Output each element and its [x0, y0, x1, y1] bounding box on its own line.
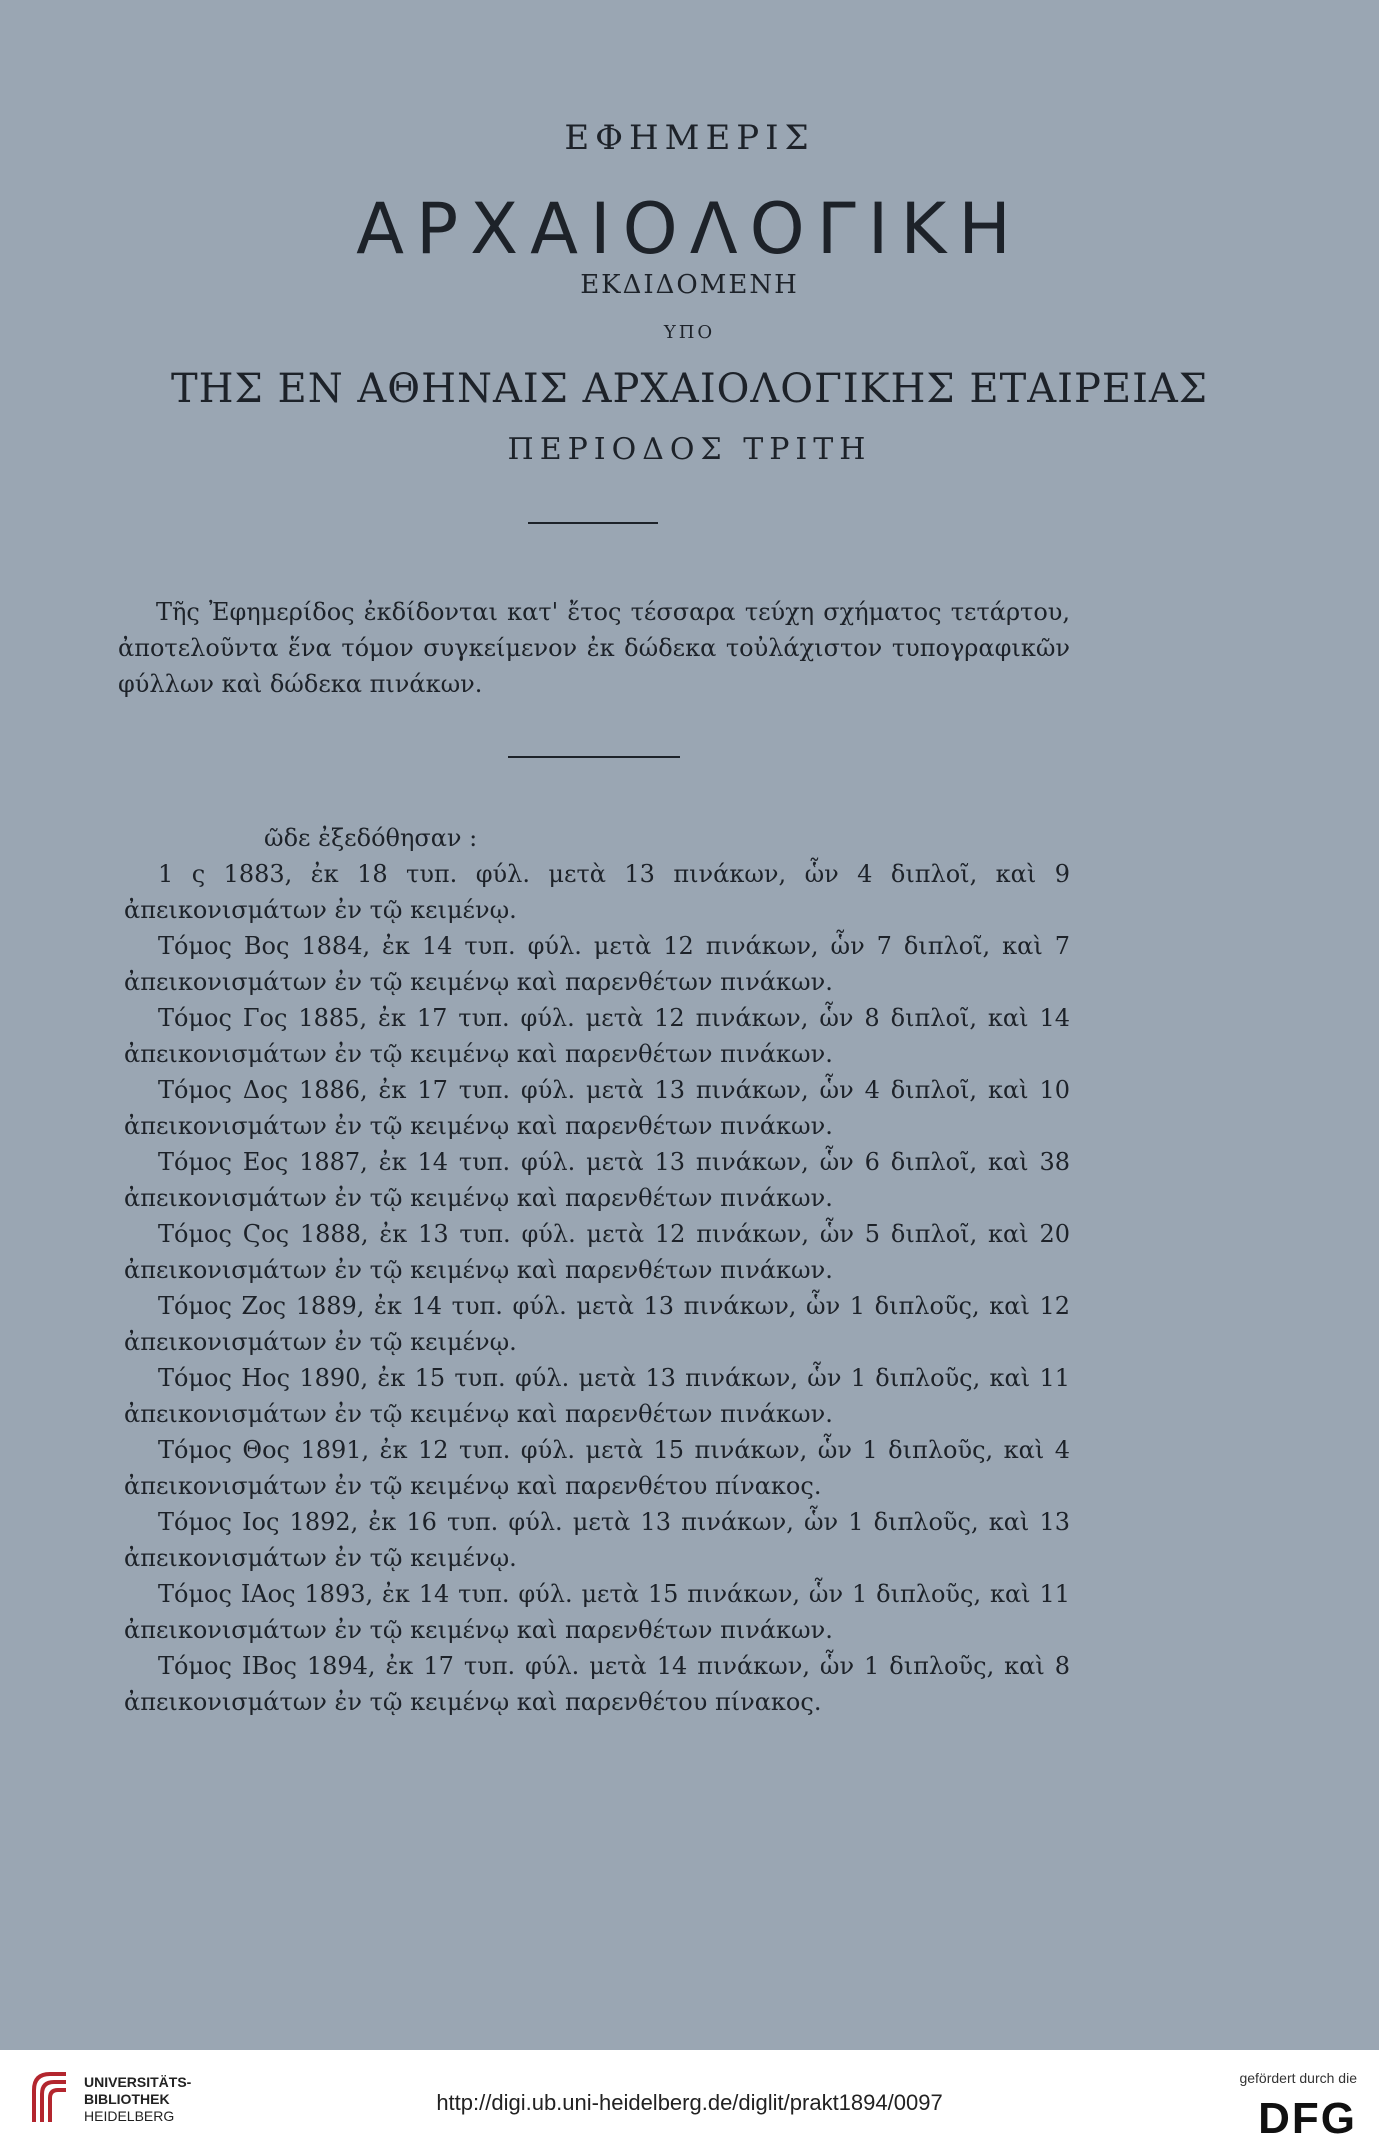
volume-entry: Τόμος Θος 1891, ἐκ 12 τυπ. φύλ. μετὰ 15 πινάκων, ὧν 1 διπλοῦς, καὶ 4 ἀπεικονισμάτων ἐν τῷ κειμένῳ καὶ παρενθέτου πίνακος. — [124, 1436, 1070, 1500]
volume-entry: 1 ς 1883, ἐκ 18 τυπ. φύλ. μετὰ 13 πινάκων, ὧν 4 διπλοῖ, καὶ 9 ἀπεικονισμάτων ἐν τῷ κειμένῳ. — [124, 860, 1070, 924]
volume-entry: Τόμος Δος 1886, ἐκ 17 τυπ. φύλ. μετὰ 13 πινάκων, ὧν 4 διπλοῖ, καὶ 10 ἀπεικονισμάτων ἐν τῷ κειμένῳ καὶ παρενθέτων πινάκων. — [124, 1076, 1070, 1140]
volume-entry: Τόμος Ιος 1892, ἐκ 16 τυπ. φύλ. μετὰ 13 πινάκων, ὧν 1 διπλοῦς, καὶ 13 ἀπεικονισμάτων ἐν τῷ κειμένῳ. — [124, 1508, 1070, 1572]
volume-entry: Τόμος Ηος 1890, ἐκ 15 τυπ. φύλ. μετὰ 13 πινάκων, ὧν 1 διπλοῦς, καὶ 11 ἀπεικονισμάτων ἐν τῷ κειμένῳ καὶ παρενθέτων πινάκων. — [124, 1364, 1070, 1428]
volume-list — [124, 820, 1070, 1720]
volume-entry: Τόμος Βος 1884, ἐκ 14 τυπ. φύλ. μετὰ 12 πινάκων, ὧν 7 διπλοῖ, καὶ 7 ἀπεικονισμάτων ἐν τῷ κειμένῳ καὶ παρενθέτων πινάκων. — [124, 932, 1070, 996]
divider-top — [528, 522, 658, 524]
header-ephemeris: ΕΦΗΜΕΡΙΣ — [564, 118, 815, 158]
header-ekdidomeni: ΕΚΔΙΔΟΜΕΝΗ — [580, 270, 799, 300]
header-period: ΠΕΡΙΟΔΟΣ ΤΡΙΤΗ — [507, 432, 872, 467]
volume-entry: Τόμος Ζος 1889, ἐκ 14 τυπ. φύλ. μετὰ 13 πινάκων, ὧν 1 διπλοῦς, καὶ 12 ἀπεικονισμάτων ἐν τῷ κειμένῳ. — [124, 1292, 1070, 1356]
volume-entry: Τόμος ΙΑος 1893, ἐκ 14 τυπ. φύλ. μετὰ 15 πινάκων, ὧν 1 διπλοῦς, καὶ 11 ἀπεικονισμάτων ἐν τῷ κειμένῳ καὶ παρενθέτων πινάκων. — [124, 1580, 1070, 1644]
header-society: ΤΗΣ ΕΝ ΑΘΗΝΑΙΣ ΑΡΧΑΙΟΛΟΓΙΚΗΣ ΕΤΑΙΡΕΙΑΣ — [170, 366, 1209, 412]
divider-middle — [508, 756, 680, 758]
library-line-1: UNIVERSITÄTS- — [84, 2074, 192, 2090]
volume-entry: Τόμος Εος 1887, ἐκ 14 τυπ. φύλ. μετὰ 13 πινάκων, ὧν 6 διπλοῖ, καὶ 38 ἀπεικονισμάτων ἐν τῷ κειμένῳ καὶ παρενθέτων πινάκων. — [124, 1148, 1070, 1212]
volume-entry: Τόμος Γος 1885, ἐκ 17 τυπ. φύλ. μετὰ 12 πινάκων, ὧν 8 διπλοῖ, καὶ 14 ἀπεικονισμάτων ἐν τῷ κειμένῳ καὶ παρενθέτων πινάκων. — [124, 1004, 1070, 1068]
volume-entry: Τόμος Ϛος 1888, ἐκ 13 τυπ. φύλ. μετὰ 12 πινάκων, ὧν 5 διπλοῖ, καὶ 20 ἀπεικονισμάτων ἐν τῷ κειμένῳ καὶ παρενθέτων πινάκων. — [124, 1220, 1070, 1284]
volume-list-heading: ῶδε ἐξεδόθησαν : — [264, 824, 478, 852]
intro-paragraph — [118, 594, 1070, 702]
library-line-2: BIBLIOTHEK — [84, 2091, 170, 2107]
dfg-logo: DFG — [1258, 2094, 1357, 2143]
viewer-footer — [0, 2050, 1379, 2149]
funded-by-label: gefördert durch die — [1239, 2070, 1357, 2086]
header-ypo: ΥΠΟ — [663, 322, 716, 343]
header-archaiologiki: ΑΡΧΑΙΟΛΟΓΙΚΗ — [356, 188, 1023, 270]
permalink[interactable]: http://digi.ub.uni-heidelberg.de/diglit/prakt1894/0097 — [436, 2090, 943, 2115]
intro-text: Τῆς Ἐφημερίδος ἐκδίδονται κατ' ἔτος τέσσαρα τεύχη σχήματος τετάρτου, ἀποτελοῦντα ἕνα τόμον συγκείμενον ἐκ δώδεκα τοὐλάχιστον τυπογραφικῶν φύλλων καὶ δώδεκα πινάκων. — [118, 598, 1070, 698]
volume-entry: Τόμος ΙΒος 1894, ἐκ 17 τυπ. φύλ. μετὰ 14 πινάκων, ὧν 1 διπλοῦς, καὶ 8 ἀπεικονισμάτων ἐν τῷ κειμένῳ καὶ παρενθέτου πίνακος. — [124, 1652, 1070, 1716]
library-line-3: HEIDELBERG — [84, 2108, 175, 2124]
